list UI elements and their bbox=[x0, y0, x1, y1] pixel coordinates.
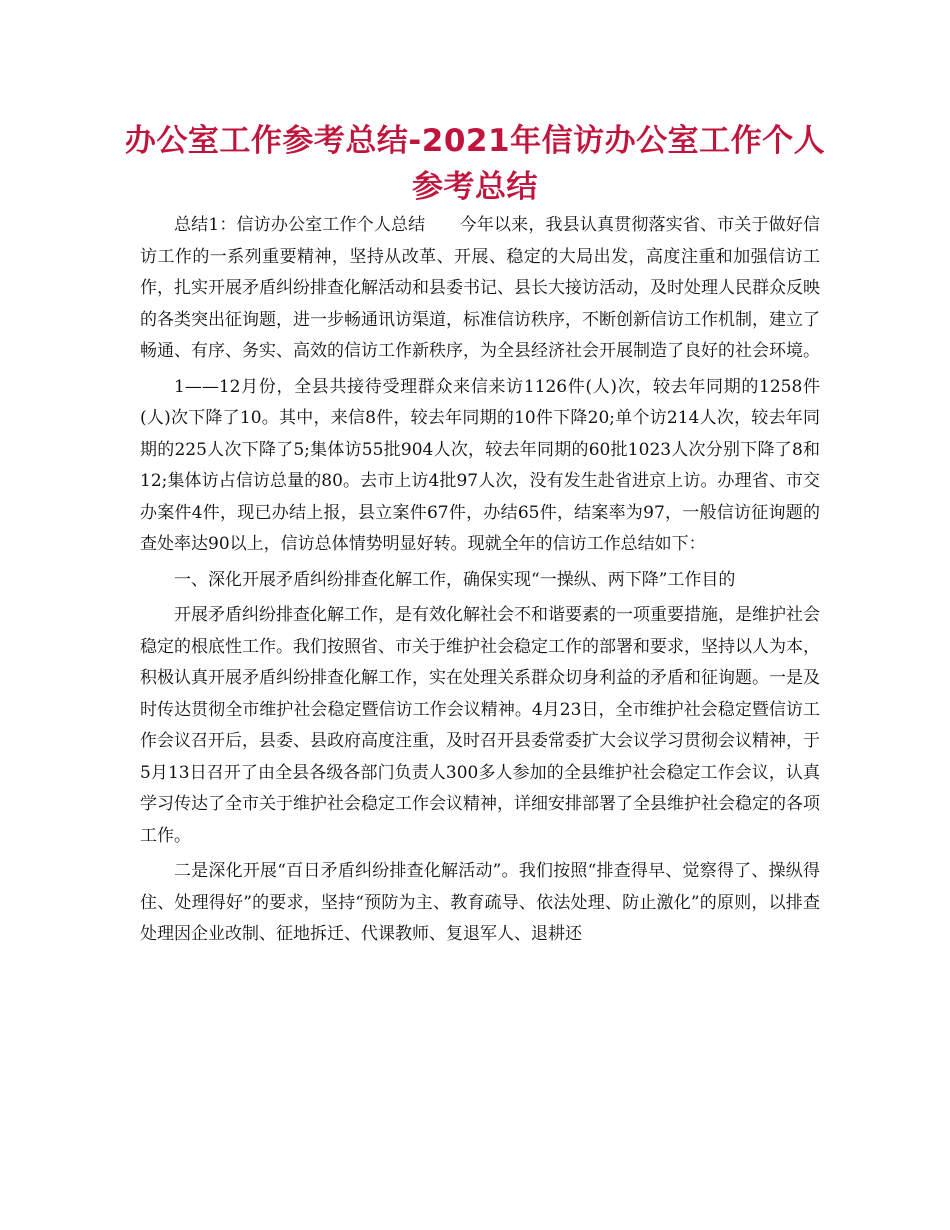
paragraph-intro: 总结1：信访办公室工作个人总结 今年以来，我县认真贯彻落实省、市关于做好信访工作的一系列重要精神，坚持从改革、开展、稳定的大局出发，高度注重和加强信访工作，扎实开展矛盾纠纷排查化解活动和县委书记、县长大接访活动，及时处理人民群众反映的各类突出征询题，进一步畅通讯访渠道，标准信访秩序，不断创新信访工作机制，建立了畅通、有序、务实、高效的信访工作新秩序，为全县经济社会开展制造了良好的社会环境。 bbox=[140, 215, 820, 361]
paragraph-section-1: 开展矛盾纠纷排查化解工作，是有效化解社会不和谐要素的一项重要措施，是维护社会稳定的根底性工作。我们按照省、市关于维护社会稳定工作的部署和要求，坚持以人为本，积极认真开展矛盾纠纷排查化解工作，实在处理关系群众切身利益的矛盾和征询题。一是及时传达贯彻全市维护社会稳定暨信访工作会议精神。4月23日，全市维护社会稳定暨信访工作会议召开后，县委、县政府高度注重，及时召开县委常委扩大会议学习贯彻会议精神，于5月13日召开了由全县各级各部门负责人300多人参加的全县维护社会稳定工作会议，认真学习传达了全市关于维护社会稳定工作会议精神，详细安排部署了全县维护社会稳定的各项工作。 bbox=[140, 605, 820, 846]
document-title: 办公室工作参考总结-2021年信访办公室工作个人参考总结 bbox=[124, 123, 826, 205]
document-body bbox=[140, 210, 820, 951]
section-heading-1: 一、深化开展矛盾纠纷排查化解工作，确保实现“一操纵、两下降”工作目的 bbox=[174, 569, 736, 590]
paragraph-statistics: 1——12月份，全县共接待受理群众来信来访1126件(人)次，较去年同期的1258件(人)次下降了10。其中，来信8件，较去年同期的10件下降20;单个访214人次，较去年同期的225人次下降了5;集体访55批904人次，较去年同期的60批1023人次分别下降了8和12;集体访占信访总量的80。去市上访4批97人次，没有发生赴省进京上访。办理省、市交办案件4件，现已办结上报，县立案件67件，办结65件，结案率为97，一般信访征询题的查处率达90以上，信访总体情势明显好转。现就全年的信访工作总结如下： bbox=[140, 376, 820, 554]
paragraph-section-1-item-2: 二是深化开展“百日矛盾纠纷排查化解活动”。我们按照“排查得早、觉察得了、操纵得住、处理得好”的要求，坚持“预防为主、教育疏导、依法处理、防止激化”的原则，以排查处理因企业改制、征地拆迁、代课教师、复退军人、退耕还 bbox=[140, 861, 820, 944]
